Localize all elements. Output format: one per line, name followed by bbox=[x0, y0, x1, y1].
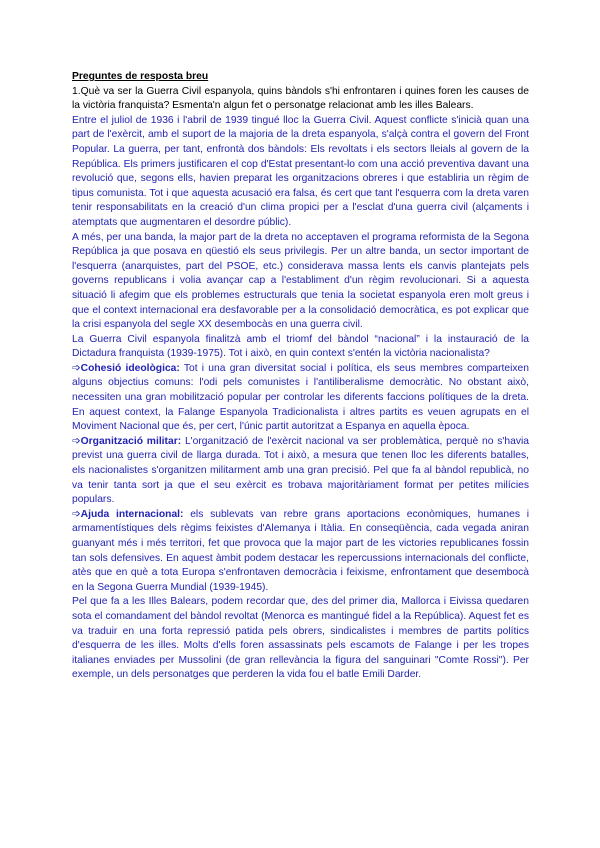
bullet-cohesion bbox=[72, 362, 529, 435]
document-page bbox=[72, 70, 529, 683]
arrow-bullet-icon: ➩ bbox=[72, 362, 81, 374]
answer-paragraph-4: Pel que fa a les Illes Balears, podem recordar que, des del primer dia, Mallorca i Eivissa quedaren sota el comandament del bàndol revoltat (Menorca es mantingué fidel a la República). Aquest fet es va traduir en una forta repressió patida pels obrers, sindicalistes i membres de partits polítics d'esquerra de les illes. Molts d'ells foren assassinats pels escamots de Falange i per les tropes italianes enviades per Mussolini (de gran rellevància la figura del sanguinari "Comte Rossi"). Per exemple, un dels personatges que perderen la vida fou el batle Emili Darder. bbox=[72, 596, 529, 681]
arrow-bullet-icon: ➩ bbox=[72, 435, 81, 447]
answer-paragraph-1: Entre el juliol de 1936 i l'abril de 1939 tingué lloc la Guerra Civil. Aquest conflicte s'inicià quan una part de l'exèrcit, amb el suport de la majoria de la dreta espanyola, s'alçà contra el govern del Front Popular. La guerra, per tant, enfrontà dos bàndols: Els revoltats i els sectors lleials al govern de la República. Els primers justificaren el cop d'Estat presentant-lo com una acció preventiva davant una revolució que, segons ells, havien preparat les organitzacions obreres i que establiria un règim de tipus comunista. Tot i que aquesta acusació era falsa, és cert que tant l'esquerra com la dreta varen tenir responsabilitats en la creació d'un clima propici per a l'esclat d'una guerra civil (alçaments i atemptats que augmentaren el desordre públic). bbox=[72, 114, 529, 228]
question-text: 1.Què va ser la Guerra Civil espanyola, quins bàndols s'hi enfrontaren i quines foren les causes de la victòria franquista? Esmenta'n algun fet o personatge relacionat amb les illes Balears. bbox=[72, 85, 529, 112]
answer-body bbox=[72, 114, 529, 683]
section-title: Preguntes de resposta breu bbox=[72, 71, 209, 82]
answer-paragraph-2: A més, per una banda, la major part de la dreta no acceptaven el programa reformista de la Segona República ja que posava en qüestió els seus privilegis. Per un altre banda, un sector important de l'esquerra (anarquistes, part del PSOE, etc.) considerava massa lents els canvis plantejats pels governs republicans i volia avançar cap a l'establiment d'un règim revolucionari. Si a aquesta situació li afegim que els problemes estructurals que tenia la societat espanyola eren molt greus i que el context internacional era desfavorable per a la consolidació democràtica, es pot explicar que la crisi espanyola del segle XX desembocàs en una guerra civil. bbox=[72, 231, 529, 331]
bullet-text: els sublevats van rebre grans aportacions econòmiques, humanes i armamentístiques dels règims feixistes d'Alemanya i Itàlia. En conseqüència, cada vegada aniran guanyant més i més territori, fet que provoca que la major part de les victories republicanes fossin tan sols defensives. En aquest àmbit podem destacar les repercussions internacionals del conflicte, atès que en què a tota Europa s'enfrontaven democràcia i feixisme, enfrontament que desembocà en la Segona Guerra Mundial (1939-1945). bbox=[72, 508, 529, 593]
bullet-text: Tot i una gran diversitat social i política, els seus membres comparteixen alguns objectius comuns: l'odi pels comunistes i l'antiliberalisme democràtic. No obstant això, necessiten una gran mobilització popular per controlar les diferents faccions polítiques de la dreta. En aquest context, la Falange Espanyola Tradicionalista i altres partits es veuen agrupats en el Moviment Nacional que és, per cert, l'únic partit autoritzat a Espanya en aquella època. bbox=[72, 362, 529, 433]
bullet-heading: Ajuda internacional: bbox=[80, 508, 184, 520]
bullet-text: L'organització de l'exèrcit nacional va ser problemàtica, perquè no s'havia previst una guerra civil de llarga durada. Tot i això, a mesura que tenen lloc les diferents batalles, els nacionalistes s'organitzen militarment amb una gran precisió. Pel que fa al bàndol republicà, no va tenir tanta sort ja que el seu exèrcit es trobava majoritàriament format per petites milícies populars. bbox=[72, 435, 529, 506]
answer-paragraph-3: La Guerra Civil espanyola finalitzà amb el triomf del bàndol “nacional” i la instauració de la Dictadura franquista (1939-1975). Tot i això, en quin context s'entén la victòria nacionalista? bbox=[72, 333, 529, 360]
arrow-bullet-icon: ➩ bbox=[72, 508, 81, 520]
bullet-heading: Organització militar: bbox=[80, 435, 182, 447]
bullet-international-aid bbox=[72, 508, 529, 596]
bullet-military-organization bbox=[72, 435, 529, 508]
bullet-heading: Cohesió ideològica: bbox=[80, 362, 180, 374]
